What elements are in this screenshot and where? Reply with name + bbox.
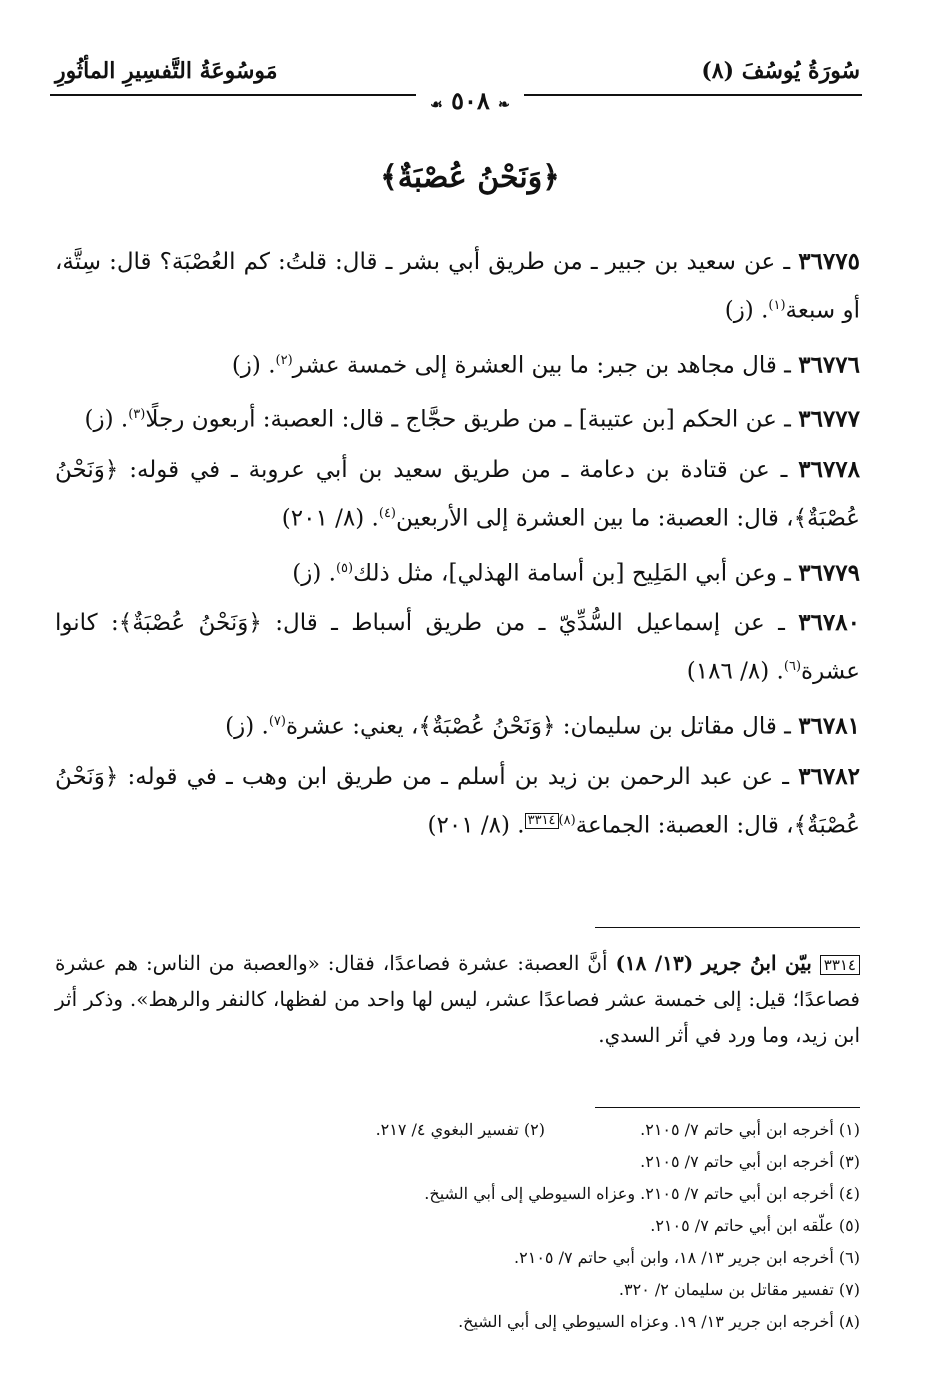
narration-entry <box>55 700 860 749</box>
footnote-marker: (٧) <box>268 713 286 729</box>
commentary-text: أنَّ العصبة: عشرة فصاعدًا، فقال: «والعصبة من الناس: هم عشرة فصاعدًا؛ قيل: إلى خمسة عشر فصاعدًا عشر، ليس لها واحد من لفظها، كالنفر والرهط». وذكر أثر ابن زيد، وما ورد في أثر السدي. <box>55 951 860 1047</box>
entry-source: . (ز) <box>84 406 129 433</box>
entry-source: . (٨/ ١٨٦) <box>686 658 784 685</box>
footnote: (٣) أخرجه ابن أبي حاتم ٧/ ٢١٠٥. <box>640 1152 860 1171</box>
footnotes-separator <box>595 1107 860 1108</box>
entry-text: ـ عن عبد الرحمن بن زيد بن أسلم ـ من طريق ابن وهب ـ في قوله: ﴿وَنَحْنُ عُصْبَةٌ﴾، قال: العصبة: الجماعة <box>55 763 860 839</box>
narration-entry <box>55 755 860 848</box>
entry-number: ٣٦٧٨٠ <box>798 609 860 637</box>
entry-source: . (ز) <box>292 560 336 587</box>
entry-number: ٣٦٧٨٢ <box>798 762 860 790</box>
entry-number: ٣٦٧٧٧ <box>798 405 860 433</box>
footnote-marker: (٥) <box>335 560 354 576</box>
commentary-separator <box>595 927 860 928</box>
commentary-note <box>55 945 860 1053</box>
section-title: ﴿وَنَحْنُ عُصْبَةٌ﴾ <box>380 160 560 195</box>
ornament-icon: ❧ <box>498 97 510 113</box>
entry-text: ـ عن سعيد بن جبير ـ من طريق أبي بشر ـ قال: قلتُ: كم العُصْبَة؟ قال: سِتَّة، أو سبعة <box>55 249 860 324</box>
narrations-list <box>55 240 860 853</box>
commentary-ref-box: ٣٣١٤ <box>525 813 559 829</box>
footnote: (٦) أخرجه ابن جرير ١٣/ ١٨، وابن أبي حاتم ٧/ ٢١٠٥. <box>514 1248 860 1267</box>
running-header-book: مَوسُوعَةُ التَّفسِيرِ المأثُورِ <box>55 58 278 84</box>
entry-text: ـ قال مجاهد بن جبر: ما بين العشرة إلى خمسة عشر <box>292 352 799 379</box>
entry-number: ٣٦٧٧٨ <box>798 455 860 483</box>
entry-text: ـ وعن أبي المَلِيح [بن أسامة الهذلي]، مثل ذلك <box>353 560 799 587</box>
entry-source: . (ز) <box>231 352 276 379</box>
footnote-marker: (٣) <box>128 407 146 423</box>
entry-source: . (٨/ ٢٠١) <box>427 812 525 839</box>
narration-entry <box>55 448 860 541</box>
narration-entry <box>55 393 860 442</box>
entry-text: ـ عن إسماعيل السُّدِّيّ ـ من طريق أسباط ـ قال: ﴿وَنَحْنُ عُصْبَةٌ﴾: كانوا عشرة <box>55 610 860 685</box>
footnote: (٧) تفسير مقاتل بن سليمان ٢/ ٣٢٠. <box>618 1280 860 1299</box>
entry-number: ٣٦٧٧٥ <box>798 248 860 275</box>
footnote: (١) أخرجه ابن أبي حاتم ٧/ ٢١٠٥. <box>640 1120 860 1139</box>
footnote: (٥) علّقه ابن أبي حاتم ٧/ ٢١٠٥. <box>650 1216 860 1235</box>
footnote-marker: (١) <box>768 298 786 313</box>
entry-text: ـ قال مقاتل بن سليمان: ﴿وَنَحْنُ عُصْبَةٌ﴾، يعني: عشرة <box>285 713 799 740</box>
narration-entry <box>55 240 860 333</box>
entry-source: . (ز) <box>225 713 269 740</box>
footnote-marker: (٤) <box>378 505 396 521</box>
entry-source: . (٨/ ٢٠١) <box>281 505 379 532</box>
footnote-marker: (٦) <box>783 659 802 675</box>
page-number: ٥٠٨ <box>451 86 490 115</box>
entry-number: ٣٦٧٧٩ <box>798 559 860 587</box>
footnote: (٤) أخرجه ابن أبي حاتم ٧/ ٢١٠٥. وعزاه السيوطي إلى أبي الشيخ. <box>424 1184 860 1203</box>
narration-entry <box>55 547 860 596</box>
commentary-number-box: ٣٣١٤ <box>820 955 860 975</box>
entry-text: ـ عن الحكم [بن عتيبة] ـ من طريق حجَّاج ـ قال: العصبة: أربعون رجلًا <box>145 406 799 433</box>
narration-entry <box>55 601 860 694</box>
footnote: (٢) تفسير البغوي ٤/ ٢١٧. <box>375 1120 545 1139</box>
footnote-marker: (٢) <box>275 352 293 368</box>
commentary-lead: بيّن ابنُ جرير (١٣/ ١٨) <box>615 951 812 975</box>
running-header-surah: سُورَةُ يُوسُفَ (٨) <box>701 58 860 84</box>
footnote: (٨) أخرجه ابن جرير ١٣/ ١٩. وعزاه السيوطي إلى أبي الشيخ. <box>458 1312 860 1331</box>
entry-number: ٣٦٧٧٦ <box>798 351 860 379</box>
narration-entry <box>55 339 860 388</box>
footnote-marker: (٨) <box>558 812 576 828</box>
ornament-icon: ☙ <box>430 97 443 113</box>
entry-text: ـ عن قتادة بن دعامة ـ من طريق سعيد بن أبي عروبة ـ في قوله: ﴿وَنَحْنُ عُصْبَةٌ﴾، قال: العصبة: ما بين العشرة إلى الأربعين <box>55 456 860 532</box>
entry-number: ٣٦٧٨١ <box>798 712 860 740</box>
entry-source: . (ز) <box>724 297 769 324</box>
page-number-box <box>416 86 524 115</box>
